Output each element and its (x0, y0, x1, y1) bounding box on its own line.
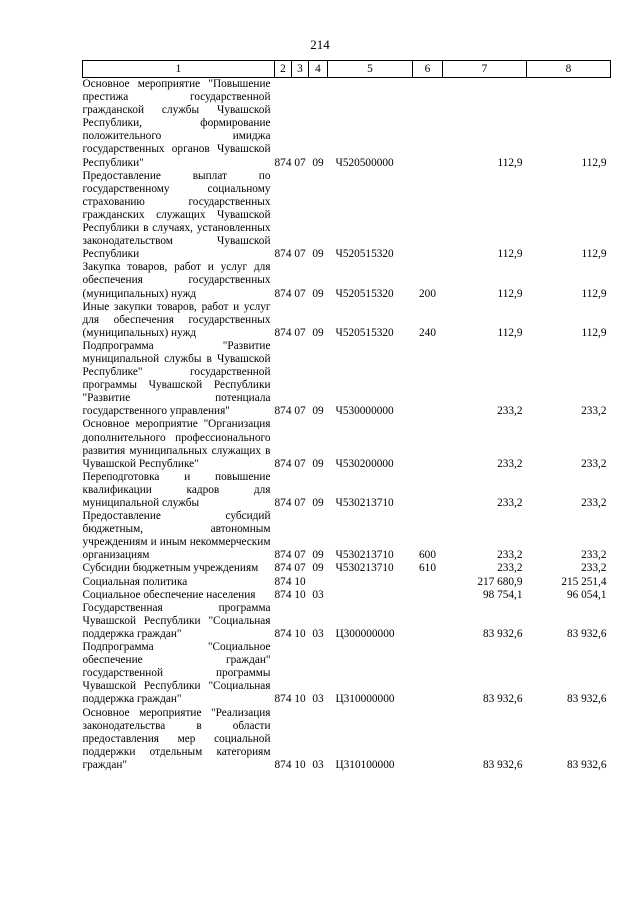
table-row (83, 78, 611, 170)
table-row (83, 340, 611, 419)
table-row (83, 707, 611, 772)
amount-year-1: 112,9 (497, 287, 523, 300)
expense-type-code (413, 340, 443, 419)
ministry-code: 874 (274, 575, 292, 588)
amount-year-1: 83 932,6 (482, 758, 523, 771)
table-row (83, 602, 611, 641)
table-row (83, 589, 611, 602)
amount-year-2: 83 932,6 (566, 758, 607, 771)
table-row (83, 471, 611, 510)
expense-type-code (413, 170, 443, 262)
amount-year-1: 233,2 (497, 497, 523, 509)
amount-year-1: 112,9 (497, 326, 523, 339)
subsection-code: 09 (312, 549, 324, 562)
amount-year-2: 233,2 (581, 497, 607, 509)
section-code: 10 (294, 575, 306, 588)
section-code: 07 (294, 248, 306, 261)
header-cell-8: 8 (527, 61, 611, 78)
row-name: Основное мероприятие "Организация дополнительного профессионального развития муниципальных служащих в Чувашской Республике" (82, 418, 271, 470)
header-row (83, 61, 611, 78)
subsection-code: 03 (312, 627, 324, 640)
subsection-code: 09 (312, 562, 324, 575)
subsection-code: 09 (312, 497, 324, 509)
amount-year-1: 83 932,6 (482, 693, 523, 706)
target-article-code: Ч520500000 (335, 156, 394, 169)
header-cell-2: 2 (275, 61, 292, 78)
subsection-code: 09 (312, 405, 324, 418)
amount-year-2: 83 932,6 (566, 627, 607, 640)
row-name: Основное мероприятие "Повышение престижа государственной гражданской службы Чувашской Республики, формирование положительного имиджа государственных органов Чувашской Республики" (82, 78, 271, 169)
table-body (83, 78, 611, 772)
section-code: 10 (294, 627, 306, 640)
ministry-code: 874 (274, 562, 292, 575)
ministry-code: 874 (274, 287, 292, 300)
amount-year-1: 217 680,9 (477, 575, 523, 588)
amount-year-1: 233,2 (497, 549, 523, 562)
amount-year-2: 112,9 (581, 156, 607, 169)
subsection-code: 09 (312, 248, 324, 261)
expense-type-code: 600 (419, 549, 436, 562)
target-article-code: Ч530213710 (335, 549, 394, 562)
header-cell-7: 7 (443, 61, 527, 78)
expense-type-code: 200 (419, 287, 436, 300)
subsection-code (309, 576, 328, 589)
amount-year-2: 233,2 (581, 457, 607, 470)
section-code: 07 (294, 457, 306, 470)
row-name: Социальная политика (82, 575, 188, 588)
expense-type-code (413, 471, 443, 510)
row-name: Подпрограмма "Развитие муниципальной службы в Чувашской Республике" государственной программы Чувашской Республики "Развитие потенциала государственного управления" (82, 339, 271, 418)
ministry-code: 874 (274, 758, 292, 771)
ministry-code: 874 (274, 405, 292, 418)
expense-type-code (413, 78, 443, 170)
section-code: 07 (294, 156, 306, 169)
section-code: 10 (294, 588, 306, 601)
amount-year-1: 98 754,1 (482, 588, 523, 601)
target-article-code: Ч530213710 (335, 562, 394, 575)
amount-year-1: 112,9 (497, 248, 523, 261)
ministry-code: 874 (274, 457, 292, 470)
header-cell-1: 1 (83, 61, 275, 78)
target-article-code (328, 589, 413, 602)
row-name: Предоставление субсидий бюджетным, автономным учреждениям и иным некоммерческим организациям (82, 510, 271, 562)
subsection-code: 09 (312, 326, 324, 339)
table-row (83, 510, 611, 562)
section-code: 10 (294, 693, 306, 706)
amount-year-1: 83 932,6 (482, 627, 523, 640)
target-article-code: Ц310100000 (335, 758, 395, 771)
table-row (83, 562, 611, 575)
table-header (83, 61, 611, 78)
row-name: Иные закупки товаров, работ и услуг для обеспечения государственных (муниципальных) нужд (82, 300, 271, 339)
row-name: Государственная программа Чувашской Республики "Социальная поддержка граждан" (82, 601, 271, 640)
subsection-code: 09 (312, 287, 324, 300)
amount-year-2: 83 932,6 (566, 693, 607, 706)
section-code: 07 (294, 326, 306, 339)
amount-year-2: 112,9 (581, 248, 607, 261)
amount-year-2: 233,2 (581, 562, 607, 575)
target-article-code: Ч530200000 (335, 457, 394, 470)
subsection-code: 03 (312, 758, 324, 771)
table-row (83, 301, 611, 340)
table-row (83, 576, 611, 589)
amount-year-1: 233,2 (497, 562, 523, 575)
table-row (83, 418, 611, 470)
ministry-code: 874 (274, 627, 292, 640)
table-row (83, 261, 611, 300)
row-name: Субсидии бюджетным учреждениям (82, 562, 259, 575)
ministry-code: 874 (274, 497, 292, 509)
expense-type-code: 610 (419, 562, 436, 575)
ministry-code: 874 (274, 248, 292, 261)
amount-year-1: 112,9 (497, 156, 523, 169)
row-name: Социальное обеспечение населения (82, 588, 256, 601)
amount-year-2: 112,9 (581, 326, 607, 339)
amount-year-2: 233,2 (581, 405, 607, 418)
section-code: 07 (294, 287, 306, 300)
amount-year-1: 233,2 (497, 405, 523, 418)
header-cell-5: 5 (328, 61, 413, 78)
target-article-code: Ч520515320 (335, 326, 394, 339)
subsection-code: 03 (312, 588, 324, 601)
expense-type-code (413, 641, 443, 706)
subsection-code: 09 (312, 156, 324, 169)
header-cell-4: 4 (309, 61, 328, 78)
table-row (83, 641, 611, 706)
amount-year-2: 112,9 (581, 287, 607, 300)
budget-table (82, 60, 611, 772)
target-article-code: Ч520515320 (335, 248, 394, 261)
page-number: 214 (310, 37, 330, 52)
amount-year-1: 233,2 (497, 457, 523, 470)
amount-year-2: 96 054,1 (566, 588, 607, 601)
target-article-code: Ц310000000 (335, 693, 395, 706)
header-cell-3: 3 (292, 61, 309, 78)
header-cell-6: 6 (413, 61, 443, 78)
section-code: 07 (294, 405, 306, 418)
target-article-code (328, 576, 413, 589)
section-code: 10 (294, 758, 306, 771)
ministry-code: 874 (274, 549, 292, 562)
ministry-code: 874 (274, 326, 292, 339)
target-article-code: Ч520515320 (335, 287, 394, 300)
ministry-code: 874 (274, 693, 292, 706)
expense-type-code (413, 707, 443, 772)
section-code: 07 (294, 497, 306, 509)
ministry-code: 874 (274, 156, 292, 169)
amount-year-2: 215 251,4 (561, 575, 607, 588)
expense-type-code (413, 589, 443, 602)
section-code: 07 (294, 562, 306, 575)
row-name: Закупка товаров, работ и услуг для обеспечения государственных (муниципальных) нужд (82, 261, 271, 300)
section-code: 07 (294, 549, 306, 562)
ministry-code: 874 (274, 588, 292, 601)
table-row (83, 170, 611, 262)
expense-type-code (413, 418, 443, 470)
target-article-code: Ч530213710 (335, 497, 394, 509)
target-article-code: Ц300000000 (335, 627, 395, 640)
amount-year-2: 233,2 (581, 549, 607, 562)
row-name: Основное мероприятие "Реализация законодательства в области предоставления мер социальной поддержки отдельным категориям граждан" (82, 706, 271, 771)
row-name: Подпрограмма "Социальное обеспечение граждан" государственной программы Чувашской Республики "Социальная поддержка граждан" (82, 641, 271, 706)
row-name: Переподготовка и повышение квалификации кадров для муниципальной службы (82, 470, 271, 509)
subsection-code: 09 (312, 457, 324, 470)
expense-type-code (413, 602, 443, 641)
row-name: Предоставление выплат по государственному социальному страхованию государственных гражданских служащих Чувашской Республики в случаях, установленных законодательством Чувашской Республики (82, 169, 271, 261)
target-article-code: Ч530000000 (335, 405, 394, 418)
subsection-code: 03 (312, 693, 324, 706)
expense-type-code: 240 (419, 326, 436, 339)
expense-type-code (413, 576, 443, 589)
